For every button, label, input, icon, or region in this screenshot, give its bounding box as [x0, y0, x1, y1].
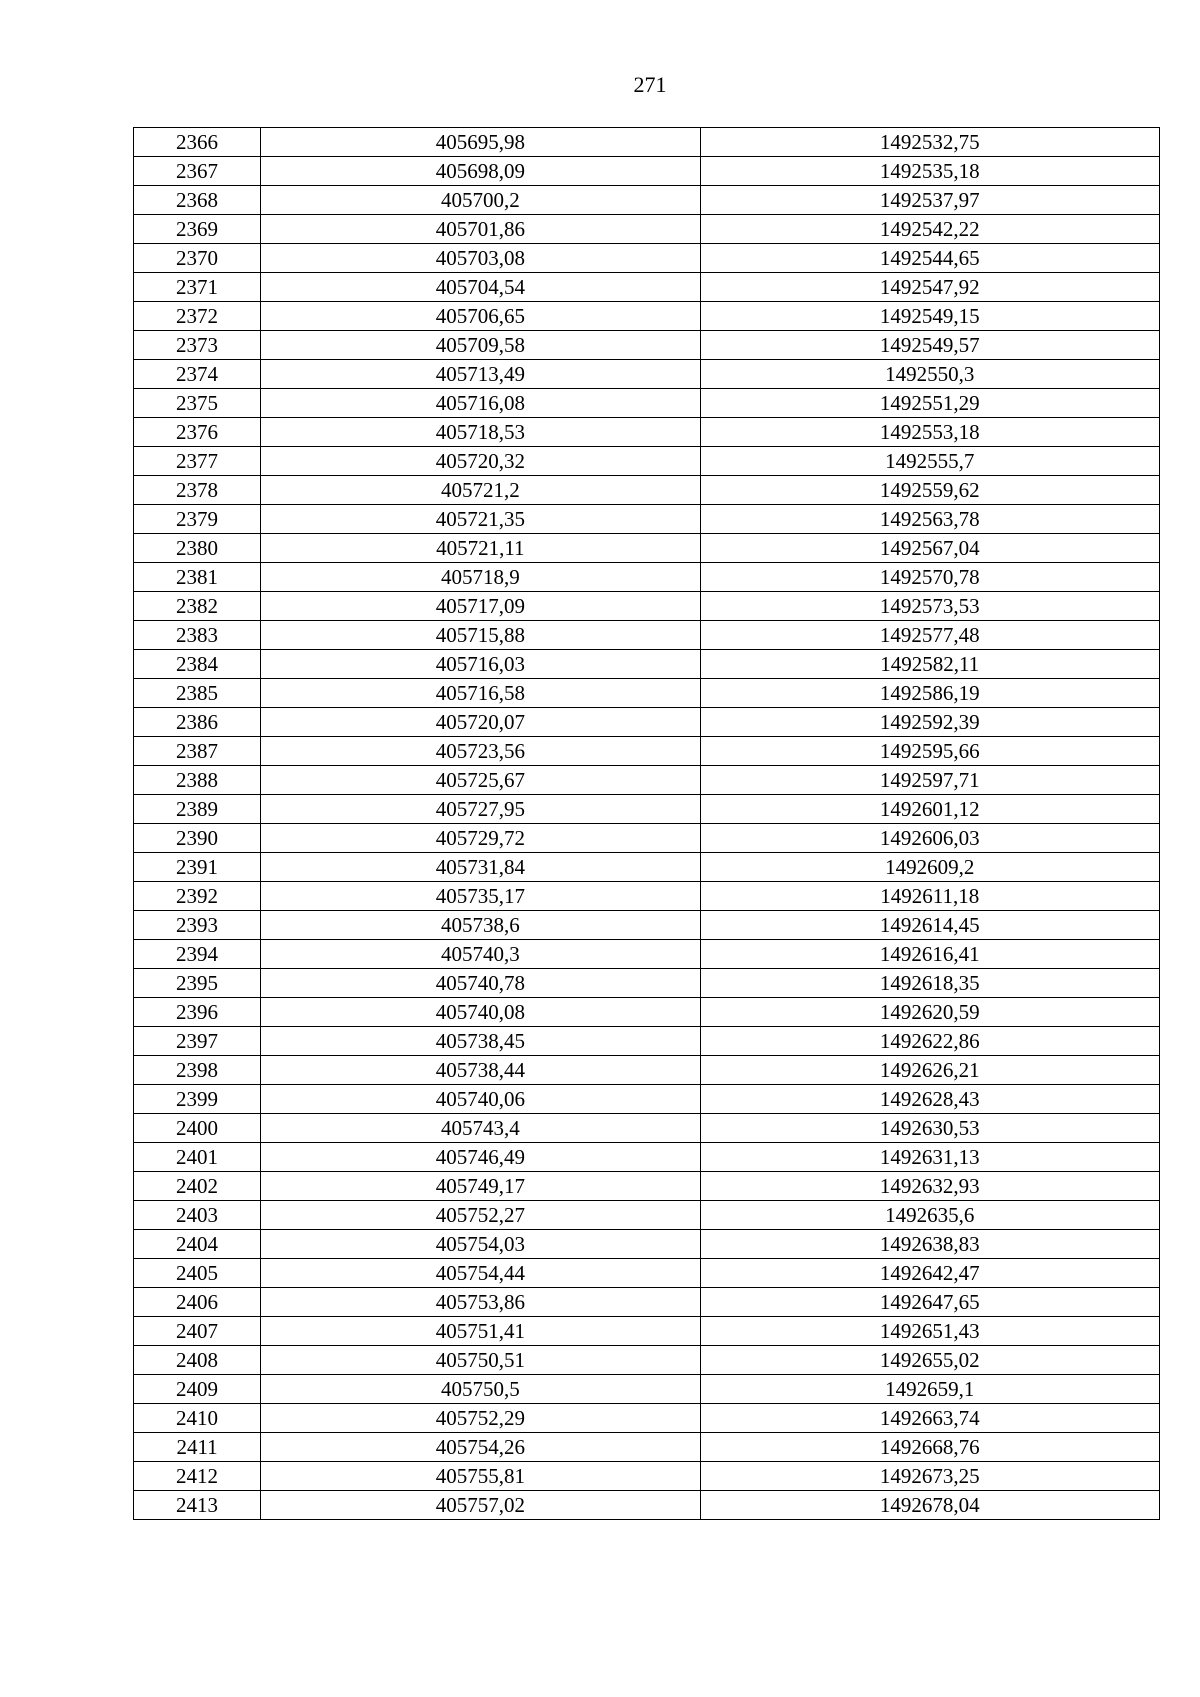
table-row	[134, 853, 1160, 882]
x-coordinate-cell: 405752,29	[261, 1404, 700, 1433]
x-coordinate-cell: 405698,09	[261, 157, 700, 186]
point-number-cell: 2381	[134, 563, 261, 592]
point-number-cell: 2402	[134, 1172, 261, 1201]
y-coordinate-cell: 1492582,11	[700, 650, 1159, 679]
y-coordinate-cell: 1492550,3	[700, 360, 1159, 389]
x-coordinate-cell: 405729,72	[261, 824, 700, 853]
x-coordinate-cell: 405752,27	[261, 1201, 700, 1230]
point-number-cell: 2366	[134, 128, 261, 157]
point-number-cell: 2376	[134, 418, 261, 447]
x-coordinate-cell: 405715,88	[261, 621, 700, 650]
table-row	[134, 331, 1160, 360]
y-coordinate-cell: 1492549,15	[700, 302, 1159, 331]
y-coordinate-cell: 1492577,48	[700, 621, 1159, 650]
y-coordinate-cell: 1492638,83	[700, 1230, 1159, 1259]
x-coordinate-cell: 405740,3	[261, 940, 700, 969]
y-coordinate-cell: 1492544,65	[700, 244, 1159, 273]
table-row	[134, 824, 1160, 853]
y-coordinate-cell: 1492535,18	[700, 157, 1159, 186]
x-coordinate-cell: 405740,08	[261, 998, 700, 1027]
table-row	[134, 882, 1160, 911]
point-number-cell: 2369	[134, 215, 261, 244]
table-row	[134, 563, 1160, 592]
y-coordinate-cell: 1492570,78	[700, 563, 1159, 592]
point-number-cell: 2374	[134, 360, 261, 389]
point-number-cell: 2384	[134, 650, 261, 679]
x-coordinate-cell: 405757,02	[261, 1491, 700, 1520]
y-coordinate-cell: 1492563,78	[700, 505, 1159, 534]
table-row	[134, 766, 1160, 795]
point-number-cell: 2394	[134, 940, 261, 969]
y-coordinate-cell: 1492592,39	[700, 708, 1159, 737]
point-number-cell: 2387	[134, 737, 261, 766]
table-row	[134, 1288, 1160, 1317]
point-number-cell: 2412	[134, 1462, 261, 1491]
x-coordinate-cell: 405709,58	[261, 331, 700, 360]
table-row	[134, 650, 1160, 679]
table-row	[134, 447, 1160, 476]
point-number-cell: 2406	[134, 1288, 261, 1317]
x-coordinate-cell: 405721,35	[261, 505, 700, 534]
y-coordinate-cell: 1492614,45	[700, 911, 1159, 940]
y-coordinate-cell: 1492647,65	[700, 1288, 1159, 1317]
y-coordinate-cell: 1492597,71	[700, 766, 1159, 795]
table-row	[134, 621, 1160, 650]
x-coordinate-cell: 405700,2	[261, 186, 700, 215]
y-coordinate-cell: 1492609,2	[700, 853, 1159, 882]
point-number-cell: 2405	[134, 1259, 261, 1288]
point-number-cell: 2409	[134, 1375, 261, 1404]
x-coordinate-cell: 405754,03	[261, 1230, 700, 1259]
table-row	[134, 186, 1160, 215]
y-coordinate-cell: 1492559,62	[700, 476, 1159, 505]
table-row	[134, 476, 1160, 505]
table-row	[134, 418, 1160, 447]
y-coordinate-cell: 1492601,12	[700, 795, 1159, 824]
x-coordinate-cell: 405738,6	[261, 911, 700, 940]
point-number-cell: 2389	[134, 795, 261, 824]
y-coordinate-cell: 1492620,59	[700, 998, 1159, 1027]
point-number-cell: 2395	[134, 969, 261, 998]
coordinates-table	[133, 127, 1160, 1520]
x-coordinate-cell: 405725,67	[261, 766, 700, 795]
point-number-cell: 2371	[134, 273, 261, 302]
table-row	[134, 534, 1160, 563]
table-row	[134, 1056, 1160, 1085]
x-coordinate-cell: 405720,32	[261, 447, 700, 476]
coordinates-table-body	[134, 128, 1160, 1520]
table-row	[134, 1172, 1160, 1201]
table-row	[134, 273, 1160, 302]
point-number-cell: 2393	[134, 911, 261, 940]
point-number-cell: 2385	[134, 679, 261, 708]
x-coordinate-cell: 405743,4	[261, 1114, 700, 1143]
y-coordinate-cell: 1492616,41	[700, 940, 1159, 969]
x-coordinate-cell: 405716,03	[261, 650, 700, 679]
point-number-cell: 2368	[134, 186, 261, 215]
point-number-cell: 2408	[134, 1346, 261, 1375]
table-row	[134, 1230, 1160, 1259]
table-row	[134, 940, 1160, 969]
y-coordinate-cell: 1492595,66	[700, 737, 1159, 766]
x-coordinate-cell: 405701,86	[261, 215, 700, 244]
y-coordinate-cell: 1492547,92	[700, 273, 1159, 302]
y-coordinate-cell: 1492642,47	[700, 1259, 1159, 1288]
x-coordinate-cell: 405751,41	[261, 1317, 700, 1346]
x-coordinate-cell: 405721,2	[261, 476, 700, 505]
table-row	[134, 1433, 1160, 1462]
y-coordinate-cell: 1492628,43	[700, 1085, 1159, 1114]
x-coordinate-cell: 405703,08	[261, 244, 700, 273]
y-coordinate-cell: 1492532,75	[700, 128, 1159, 157]
point-number-cell: 2373	[134, 331, 261, 360]
x-coordinate-cell: 405717,09	[261, 592, 700, 621]
x-coordinate-cell: 405750,5	[261, 1375, 700, 1404]
point-number-cell: 2410	[134, 1404, 261, 1433]
x-coordinate-cell: 405721,11	[261, 534, 700, 563]
table-row	[134, 128, 1160, 157]
table-row	[134, 389, 1160, 418]
table-row	[134, 1491, 1160, 1520]
table-row	[134, 795, 1160, 824]
point-number-cell: 2407	[134, 1317, 261, 1346]
table-row	[134, 1027, 1160, 1056]
point-number-cell: 2403	[134, 1201, 261, 1230]
x-coordinate-cell: 405704,54	[261, 273, 700, 302]
point-number-cell: 2383	[134, 621, 261, 650]
x-coordinate-cell: 405754,44	[261, 1259, 700, 1288]
y-coordinate-cell: 1492573,53	[700, 592, 1159, 621]
table-row	[134, 1462, 1160, 1491]
y-coordinate-cell: 1492611,18	[700, 882, 1159, 911]
table-row	[134, 1259, 1160, 1288]
table-row	[134, 737, 1160, 766]
point-number-cell: 2411	[134, 1433, 261, 1462]
x-coordinate-cell: 405740,06	[261, 1085, 700, 1114]
x-coordinate-cell: 405749,17	[261, 1172, 700, 1201]
table-row	[134, 1085, 1160, 1114]
point-number-cell: 2404	[134, 1230, 261, 1259]
x-coordinate-cell: 405738,44	[261, 1056, 700, 1085]
x-coordinate-cell: 405723,56	[261, 737, 700, 766]
y-coordinate-cell: 1492553,18	[700, 418, 1159, 447]
table-row	[134, 157, 1160, 186]
table-row	[134, 1375, 1160, 1404]
y-coordinate-cell: 1492630,53	[700, 1114, 1159, 1143]
y-coordinate-cell: 1492549,57	[700, 331, 1159, 360]
point-number-cell: 2399	[134, 1085, 261, 1114]
x-coordinate-cell: 405740,78	[261, 969, 700, 998]
y-coordinate-cell: 1492618,35	[700, 969, 1159, 998]
point-number-cell: 2378	[134, 476, 261, 505]
point-number-cell: 2370	[134, 244, 261, 273]
y-coordinate-cell: 1492635,6	[700, 1201, 1159, 1230]
y-coordinate-cell: 1492668,76	[700, 1433, 1159, 1462]
table-row	[134, 215, 1160, 244]
x-coordinate-cell: 405753,86	[261, 1288, 700, 1317]
y-coordinate-cell: 1492542,22	[700, 215, 1159, 244]
y-coordinate-cell: 1492655,02	[700, 1346, 1159, 1375]
x-coordinate-cell: 405716,08	[261, 389, 700, 418]
x-coordinate-cell: 405735,17	[261, 882, 700, 911]
table-row	[134, 244, 1160, 273]
y-coordinate-cell: 1492622,86	[700, 1027, 1159, 1056]
y-coordinate-cell: 1492537,97	[700, 186, 1159, 215]
point-number-cell: 2390	[134, 824, 261, 853]
x-coordinate-cell: 405755,81	[261, 1462, 700, 1491]
point-number-cell: 2380	[134, 534, 261, 563]
y-coordinate-cell: 1492651,43	[700, 1317, 1159, 1346]
point-number-cell: 2392	[134, 882, 261, 911]
x-coordinate-cell: 405720,07	[261, 708, 700, 737]
y-coordinate-cell: 1492659,1	[700, 1375, 1159, 1404]
point-number-cell: 2400	[134, 1114, 261, 1143]
y-coordinate-cell: 1492631,13	[700, 1143, 1159, 1172]
table-row	[134, 505, 1160, 534]
table-row	[134, 1404, 1160, 1433]
table-row	[134, 998, 1160, 1027]
x-coordinate-cell: 405731,84	[261, 853, 700, 882]
table-row	[134, 1143, 1160, 1172]
x-coordinate-cell: 405738,45	[261, 1027, 700, 1056]
point-number-cell: 2367	[134, 157, 261, 186]
table-row	[134, 592, 1160, 621]
y-coordinate-cell: 1492673,25	[700, 1462, 1159, 1491]
x-coordinate-cell: 405706,65	[261, 302, 700, 331]
table-row	[134, 708, 1160, 737]
point-number-cell: 2398	[134, 1056, 261, 1085]
table-row	[134, 360, 1160, 389]
x-coordinate-cell: 405718,53	[261, 418, 700, 447]
y-coordinate-cell: 1492567,04	[700, 534, 1159, 563]
point-number-cell: 2401	[134, 1143, 261, 1172]
y-coordinate-cell: 1492586,19	[700, 679, 1159, 708]
point-number-cell: 2386	[134, 708, 261, 737]
table-row	[134, 1114, 1160, 1143]
point-number-cell: 2377	[134, 447, 261, 476]
point-number-cell: 2391	[134, 853, 261, 882]
point-number-cell: 2372	[134, 302, 261, 331]
point-number-cell: 2397	[134, 1027, 261, 1056]
x-coordinate-cell: 405695,98	[261, 128, 700, 157]
x-coordinate-cell: 405750,51	[261, 1346, 700, 1375]
x-coordinate-cell: 405716,58	[261, 679, 700, 708]
y-coordinate-cell: 1492551,29	[700, 389, 1159, 418]
table-row	[134, 969, 1160, 998]
point-number-cell: 2388	[134, 766, 261, 795]
table-row	[134, 1346, 1160, 1375]
page-number: 271	[633, 72, 667, 97]
point-number-cell: 2396	[134, 998, 261, 1027]
y-coordinate-cell: 1492663,74	[700, 1404, 1159, 1433]
x-coordinate-cell: 405727,95	[261, 795, 700, 824]
table-row	[134, 302, 1160, 331]
x-coordinate-cell: 405718,9	[261, 563, 700, 592]
y-coordinate-cell: 1492678,04	[700, 1491, 1159, 1520]
point-number-cell: 2413	[134, 1491, 261, 1520]
table-row	[134, 1317, 1160, 1346]
y-coordinate-cell: 1492632,93	[700, 1172, 1159, 1201]
table-row	[134, 679, 1160, 708]
point-number-cell: 2382	[134, 592, 261, 621]
point-number-cell: 2375	[134, 389, 261, 418]
y-coordinate-cell: 1492555,7	[700, 447, 1159, 476]
x-coordinate-cell: 405746,49	[261, 1143, 700, 1172]
table-row	[134, 911, 1160, 940]
x-coordinate-cell: 405754,26	[261, 1433, 700, 1462]
y-coordinate-cell: 1492626,21	[700, 1056, 1159, 1085]
table-row	[134, 1201, 1160, 1230]
x-coordinate-cell: 405713,49	[261, 360, 700, 389]
point-number-cell: 2379	[134, 505, 261, 534]
y-coordinate-cell: 1492606,03	[700, 824, 1159, 853]
